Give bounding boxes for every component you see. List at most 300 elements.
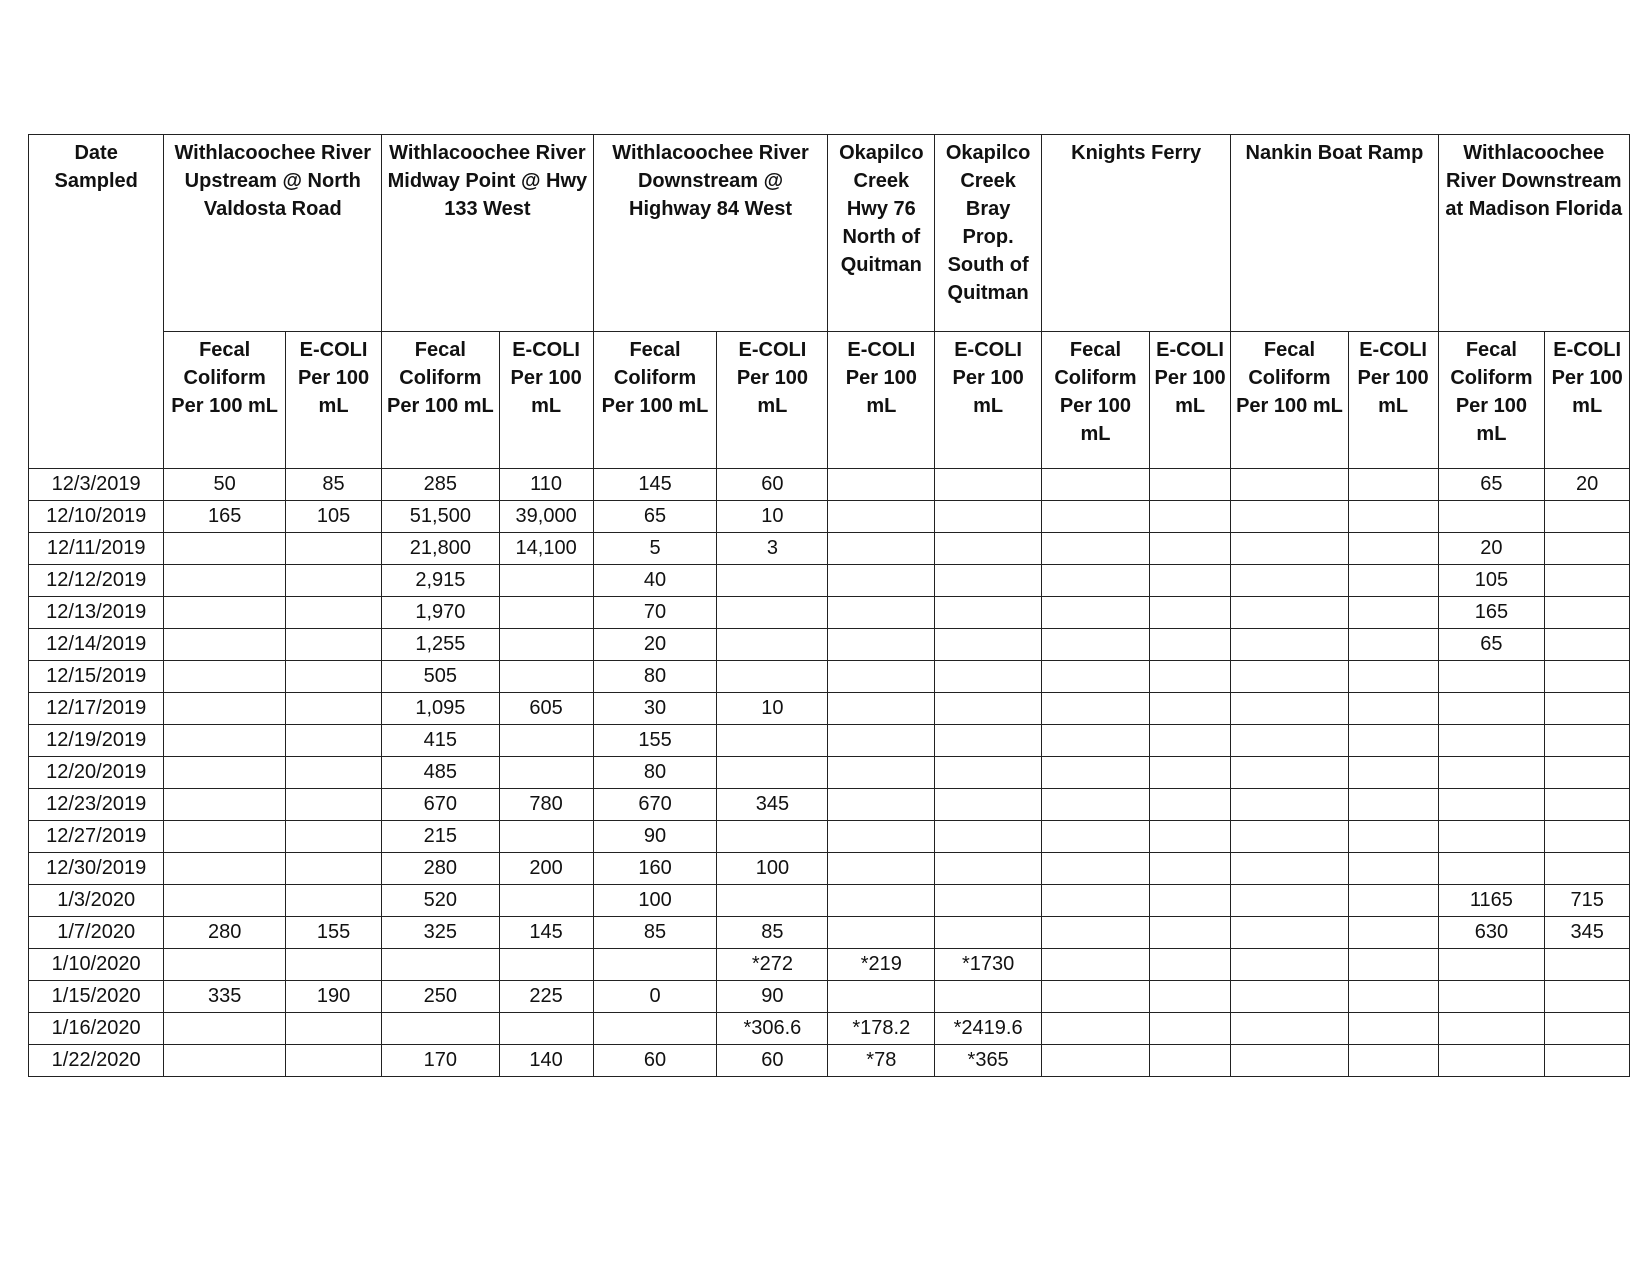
table-row	[29, 501, 1630, 533]
value-cell	[1545, 1045, 1630, 1077]
measure-header: E-COLI Per 100 mL	[1348, 332, 1438, 469]
value-cell	[717, 565, 828, 597]
value-cell: 250	[382, 981, 499, 1013]
value-cell	[828, 981, 935, 1013]
value-cell	[499, 1013, 593, 1045]
value-cell	[1348, 885, 1438, 917]
date-cell: 12/15/2019	[29, 661, 164, 693]
value-cell	[1545, 981, 1630, 1013]
value-cell	[1348, 469, 1438, 501]
value-cell	[1231, 789, 1348, 821]
value-cell	[1231, 629, 1348, 661]
value-cell	[1231, 1013, 1348, 1045]
value-cell	[1438, 981, 1545, 1013]
value-cell	[1545, 725, 1630, 757]
value-cell	[1348, 949, 1438, 981]
table-row	[29, 789, 1630, 821]
measure-header: E-COLI Per 100 mL	[499, 332, 593, 469]
value-cell	[1149, 533, 1230, 565]
date-cell: 12/19/2019	[29, 725, 164, 757]
measure-header: E-COLI Per 100 mL	[1545, 332, 1630, 469]
value-cell	[828, 917, 935, 949]
value-cell: 10	[717, 693, 828, 725]
site-header-row	[29, 135, 1630, 332]
value-cell: 2,915	[382, 565, 499, 597]
value-cell	[499, 597, 593, 629]
value-cell: 80	[593, 757, 717, 789]
value-cell: 100	[717, 853, 828, 885]
value-cell	[935, 757, 1042, 789]
table-row	[29, 693, 1630, 725]
value-cell	[1231, 885, 1348, 917]
value-cell: 145	[593, 469, 717, 501]
value-cell	[164, 597, 286, 629]
value-cell	[1348, 629, 1438, 661]
value-cell	[1231, 693, 1348, 725]
value-cell	[1149, 565, 1230, 597]
value-cell	[164, 757, 286, 789]
value-cell	[828, 693, 935, 725]
table-row	[29, 597, 1630, 629]
value-cell	[1149, 949, 1230, 981]
value-cell	[1149, 597, 1230, 629]
table-row	[29, 949, 1630, 981]
measure-header: E-COLI Per 100 mL	[1149, 332, 1230, 469]
value-cell: *178.2	[828, 1013, 935, 1045]
value-cell: 280	[382, 853, 499, 885]
date-cell: 12/11/2019	[29, 533, 164, 565]
value-cell	[1545, 853, 1630, 885]
value-cell	[828, 597, 935, 629]
value-cell	[1348, 661, 1438, 693]
value-cell	[1348, 501, 1438, 533]
measure-header: E-COLI Per 100 mL	[935, 332, 1042, 469]
value-cell	[935, 597, 1042, 629]
value-cell	[1231, 853, 1348, 885]
value-cell: 80	[593, 661, 717, 693]
value-cell: 10	[717, 501, 828, 533]
value-cell: 505	[382, 661, 499, 693]
table-row	[29, 533, 1630, 565]
value-cell	[499, 821, 593, 853]
value-cell	[1042, 789, 1150, 821]
value-cell	[1149, 661, 1230, 693]
value-cell	[593, 1013, 717, 1045]
value-cell: 485	[382, 757, 499, 789]
value-cell	[1042, 821, 1150, 853]
value-cell: 105	[285, 501, 381, 533]
value-cell: 715	[1545, 885, 1630, 917]
value-cell: 140	[499, 1045, 593, 1077]
value-cell	[1348, 1013, 1438, 1045]
value-cell	[1348, 693, 1438, 725]
measure-header-row	[29, 332, 1630, 469]
table-row	[29, 885, 1630, 917]
value-cell	[1545, 661, 1630, 693]
value-cell	[1042, 885, 1150, 917]
value-cell	[1149, 885, 1230, 917]
value-cell	[1149, 629, 1230, 661]
value-cell	[1231, 1045, 1348, 1077]
date-cell: 1/7/2020	[29, 917, 164, 949]
table-row	[29, 757, 1630, 789]
value-cell: 335	[164, 981, 286, 1013]
value-cell: *306.6	[717, 1013, 828, 1045]
value-cell	[1545, 789, 1630, 821]
value-cell	[1149, 693, 1230, 725]
site-header: Nankin Boat Ramp	[1231, 135, 1438, 332]
value-cell: 215	[382, 821, 499, 853]
value-cell	[828, 821, 935, 853]
value-cell: 20	[1438, 533, 1545, 565]
value-cell	[935, 981, 1042, 1013]
measure-header: Fecal Coliform Per 100 mL	[1042, 332, 1150, 469]
site-header: Knights Ferry	[1042, 135, 1231, 332]
value-cell	[1231, 757, 1348, 789]
value-cell	[935, 885, 1042, 917]
value-cell	[1042, 533, 1150, 565]
value-cell	[285, 1045, 381, 1077]
value-cell	[1042, 597, 1150, 629]
site-header: Withlacoochee River Downstream at Madison Florida	[1438, 135, 1629, 332]
value-cell: 415	[382, 725, 499, 757]
value-cell	[499, 629, 593, 661]
value-cell	[593, 949, 717, 981]
value-cell: 345	[1545, 917, 1630, 949]
value-cell	[1042, 469, 1150, 501]
value-cell	[1042, 757, 1150, 789]
site-header: Withlacoochee River Midway Point @ Hwy 133 West	[382, 135, 593, 332]
value-cell	[1545, 693, 1630, 725]
measure-header: Fecal Coliform Per 100 mL	[593, 332, 717, 469]
table-header	[29, 135, 1630, 469]
value-cell	[1231, 917, 1348, 949]
value-cell	[164, 661, 286, 693]
table-row	[29, 725, 1630, 757]
measure-header: Fecal Coliform Per 100 mL	[164, 332, 286, 469]
value-cell: 20	[593, 629, 717, 661]
value-cell	[1545, 821, 1630, 853]
value-cell	[382, 949, 499, 981]
value-cell: 0	[593, 981, 717, 1013]
value-cell	[1438, 725, 1545, 757]
value-cell	[935, 629, 1042, 661]
value-cell: 225	[499, 981, 593, 1013]
value-cell	[1348, 917, 1438, 949]
value-cell: 14,100	[499, 533, 593, 565]
value-cell	[1348, 725, 1438, 757]
site-header: Okapilco Creek Bray Prop. South of Quitman	[935, 135, 1042, 332]
value-cell	[285, 757, 381, 789]
value-cell: *365	[935, 1045, 1042, 1077]
value-cell	[1231, 565, 1348, 597]
value-cell	[1231, 597, 1348, 629]
value-cell	[828, 757, 935, 789]
value-cell: 200	[499, 853, 593, 885]
value-cell	[285, 885, 381, 917]
table-row	[29, 821, 1630, 853]
document-page	[28, 134, 1630, 1077]
value-cell	[1042, 661, 1150, 693]
value-cell	[935, 821, 1042, 853]
measure-header: Fecal Coliform Per 100 mL	[1438, 332, 1545, 469]
value-cell: 100	[593, 885, 717, 917]
value-cell	[1231, 501, 1348, 533]
value-cell: 1165	[1438, 885, 1545, 917]
value-cell: *2419.6	[935, 1013, 1042, 1045]
value-cell	[935, 501, 1042, 533]
value-cell	[1438, 949, 1545, 981]
value-cell	[164, 949, 286, 981]
value-cell: 1,255	[382, 629, 499, 661]
value-cell	[285, 533, 381, 565]
value-cell	[935, 533, 1042, 565]
value-cell	[1042, 565, 1150, 597]
value-cell: 520	[382, 885, 499, 917]
table-body	[29, 469, 1630, 1077]
value-cell	[828, 533, 935, 565]
site-header: Withlacoochee River Upstream @ North Valdosta Road	[164, 135, 382, 332]
table-row	[29, 1013, 1630, 1045]
date-cell: 12/23/2019	[29, 789, 164, 821]
value-cell	[717, 885, 828, 917]
value-cell	[1348, 981, 1438, 1013]
value-cell: 60	[717, 469, 828, 501]
value-cell	[1545, 533, 1630, 565]
value-cell: 155	[285, 917, 381, 949]
value-cell: *219	[828, 949, 935, 981]
value-cell	[1042, 949, 1150, 981]
value-cell	[164, 1045, 286, 1077]
value-cell: 670	[382, 789, 499, 821]
value-cell	[1348, 565, 1438, 597]
value-cell: 630	[1438, 917, 1545, 949]
value-cell	[828, 469, 935, 501]
value-cell: 85	[717, 917, 828, 949]
measure-header: E-COLI Per 100 mL	[285, 332, 381, 469]
value-cell	[285, 693, 381, 725]
value-cell	[717, 821, 828, 853]
date-cell: 12/27/2019	[29, 821, 164, 853]
value-cell: 1,095	[382, 693, 499, 725]
value-cell	[1438, 693, 1545, 725]
value-cell	[164, 853, 286, 885]
date-cell: 1/10/2020	[29, 949, 164, 981]
value-cell	[1438, 757, 1545, 789]
value-cell	[1042, 981, 1150, 1013]
measure-header: Fecal Coliform Per 100 mL	[382, 332, 499, 469]
date-cell: 12/14/2019	[29, 629, 164, 661]
value-cell	[935, 693, 1042, 725]
value-cell	[164, 629, 286, 661]
value-cell	[1545, 565, 1630, 597]
value-cell	[285, 629, 381, 661]
value-cell: 345	[717, 789, 828, 821]
value-cell: 165	[164, 501, 286, 533]
value-cell	[285, 725, 381, 757]
value-cell: 5	[593, 533, 717, 565]
value-cell	[164, 533, 286, 565]
value-cell	[1438, 501, 1545, 533]
value-cell	[1545, 629, 1630, 661]
value-cell	[1042, 501, 1150, 533]
value-cell	[1149, 917, 1230, 949]
value-cell: 670	[593, 789, 717, 821]
value-cell	[1149, 1013, 1230, 1045]
value-cell	[828, 501, 935, 533]
value-cell: 285	[382, 469, 499, 501]
value-cell: 90	[593, 821, 717, 853]
date-cell: 1/16/2020	[29, 1013, 164, 1045]
value-cell: 21,800	[382, 533, 499, 565]
value-cell	[499, 885, 593, 917]
value-cell	[828, 629, 935, 661]
date-cell: 12/20/2019	[29, 757, 164, 789]
value-cell	[828, 565, 935, 597]
measure-header: E-COLI Per 100 mL	[828, 332, 935, 469]
value-cell: 90	[717, 981, 828, 1013]
value-cell: 160	[593, 853, 717, 885]
value-cell: 105	[1438, 565, 1545, 597]
value-cell: *78	[828, 1045, 935, 1077]
value-cell	[1149, 725, 1230, 757]
value-cell	[935, 789, 1042, 821]
value-cell	[935, 661, 1042, 693]
value-cell: 40	[593, 565, 717, 597]
value-cell	[285, 1013, 381, 1045]
value-cell	[1042, 853, 1150, 885]
water-quality-table	[28, 134, 1630, 1077]
value-cell: *272	[717, 949, 828, 981]
value-cell	[499, 725, 593, 757]
value-cell: 325	[382, 917, 499, 949]
value-cell	[1042, 725, 1150, 757]
table-row	[29, 469, 1630, 501]
value-cell	[285, 789, 381, 821]
date-cell: 12/13/2019	[29, 597, 164, 629]
value-cell	[1438, 661, 1545, 693]
site-header: Withlacoochee River Downstream @ Highway 84 West	[593, 135, 828, 332]
value-cell: 110	[499, 469, 593, 501]
date-cell: 12/12/2019	[29, 565, 164, 597]
value-cell	[382, 1013, 499, 1045]
value-cell: 60	[717, 1045, 828, 1077]
value-cell	[499, 949, 593, 981]
value-cell	[717, 629, 828, 661]
value-cell	[828, 789, 935, 821]
measure-header: Fecal Coliform Per 100 mL	[1231, 332, 1348, 469]
value-cell	[285, 853, 381, 885]
measure-header: E-COLI Per 100 mL	[717, 332, 828, 469]
value-cell	[285, 821, 381, 853]
value-cell	[499, 565, 593, 597]
value-cell: 605	[499, 693, 593, 725]
value-cell	[285, 949, 381, 981]
value-cell	[1149, 1045, 1230, 1077]
value-cell	[1231, 725, 1348, 757]
value-cell	[1348, 821, 1438, 853]
value-cell	[1438, 1013, 1545, 1045]
value-cell	[1438, 853, 1545, 885]
value-cell: 3	[717, 533, 828, 565]
date-cell: 12/30/2019	[29, 853, 164, 885]
value-cell	[1042, 693, 1150, 725]
date-cell: 1/15/2020	[29, 981, 164, 1013]
table-row	[29, 853, 1630, 885]
value-cell	[828, 853, 935, 885]
value-cell	[285, 597, 381, 629]
value-cell	[499, 661, 593, 693]
value-cell	[1042, 917, 1150, 949]
value-cell	[1149, 821, 1230, 853]
value-cell: 780	[499, 789, 593, 821]
value-cell	[499, 757, 593, 789]
value-cell: 39,000	[499, 501, 593, 533]
value-cell: *1730	[935, 949, 1042, 981]
value-cell	[935, 469, 1042, 501]
value-cell	[1231, 661, 1348, 693]
table-row	[29, 565, 1630, 597]
value-cell	[828, 885, 935, 917]
value-cell	[1545, 501, 1630, 533]
value-cell	[1348, 1045, 1438, 1077]
value-cell	[1231, 949, 1348, 981]
value-cell: 165	[1438, 597, 1545, 629]
value-cell: 30	[593, 693, 717, 725]
value-cell	[1149, 981, 1230, 1013]
value-cell	[828, 661, 935, 693]
value-cell: 85	[593, 917, 717, 949]
value-cell: 65	[1438, 629, 1545, 661]
value-cell	[717, 661, 828, 693]
value-cell	[1149, 469, 1230, 501]
value-cell	[1438, 1045, 1545, 1077]
value-cell: 70	[593, 597, 717, 629]
value-cell	[1149, 757, 1230, 789]
value-cell	[164, 821, 286, 853]
date-cell: 12/10/2019	[29, 501, 164, 533]
value-cell	[1231, 533, 1348, 565]
value-cell: 51,500	[382, 501, 499, 533]
value-cell: 60	[593, 1045, 717, 1077]
value-cell	[164, 565, 286, 597]
table-row	[29, 917, 1630, 949]
date-sampled-header: Date Sampled	[29, 135, 164, 469]
table-row	[29, 981, 1630, 1013]
date-cell: 1/3/2020	[29, 885, 164, 917]
value-cell	[1545, 597, 1630, 629]
value-cell	[1231, 469, 1348, 501]
date-cell: 12/3/2019	[29, 469, 164, 501]
date-cell: 12/17/2019	[29, 693, 164, 725]
value-cell: 1,970	[382, 597, 499, 629]
value-cell	[1042, 629, 1150, 661]
value-cell: 190	[285, 981, 381, 1013]
value-cell	[828, 725, 935, 757]
value-cell: 50	[164, 469, 286, 501]
value-cell	[1149, 853, 1230, 885]
value-cell	[717, 757, 828, 789]
value-cell	[164, 1013, 286, 1045]
table-row	[29, 1045, 1630, 1077]
value-cell	[285, 661, 381, 693]
value-cell	[935, 725, 1042, 757]
value-cell	[935, 917, 1042, 949]
value-cell	[1438, 789, 1545, 821]
value-cell: 145	[499, 917, 593, 949]
value-cell: 20	[1545, 469, 1630, 501]
table-row	[29, 629, 1630, 661]
